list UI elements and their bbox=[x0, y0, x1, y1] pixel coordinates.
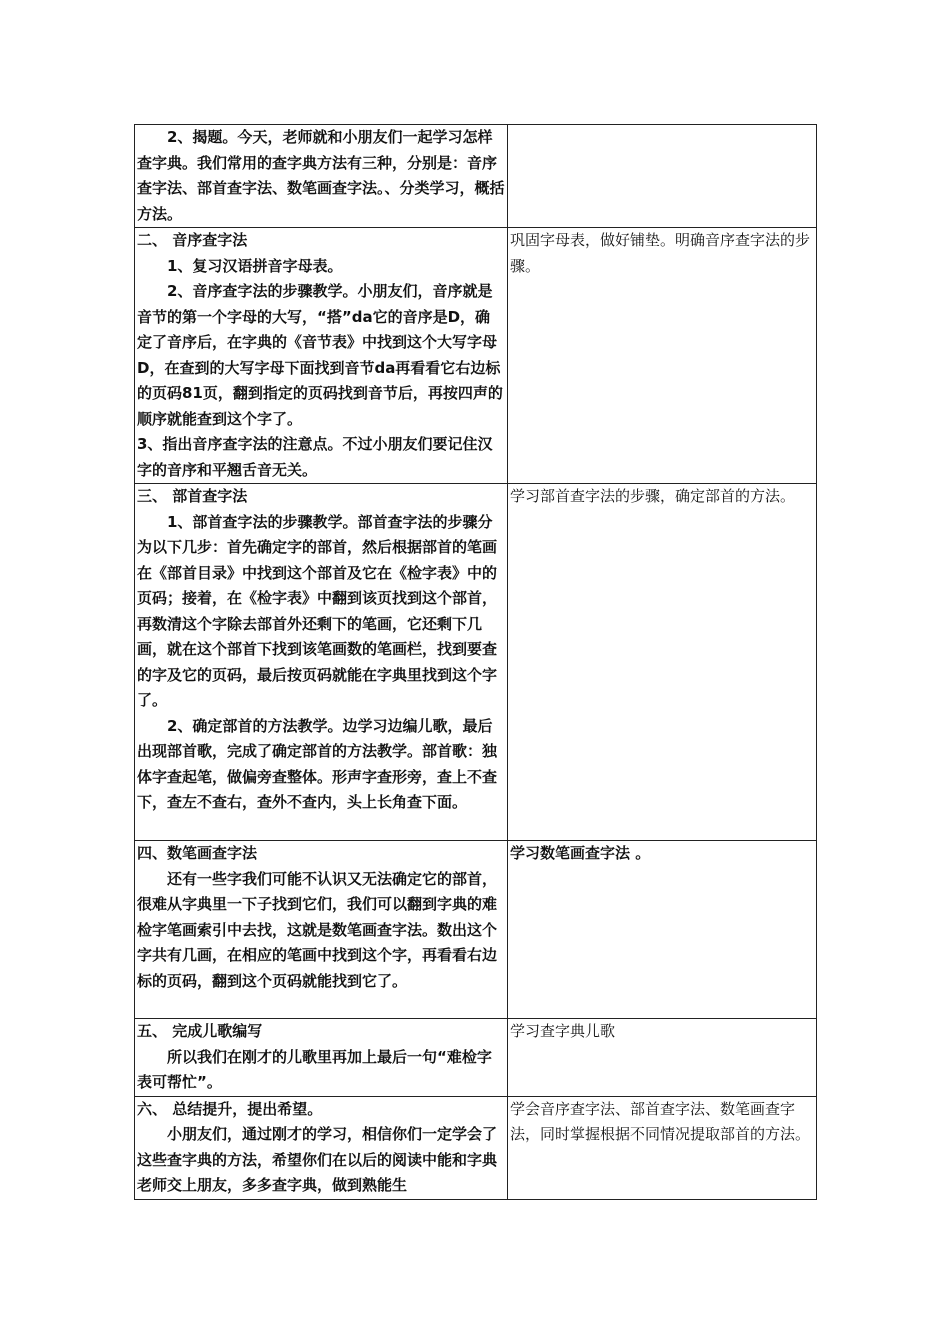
design-intent-cell bbox=[508, 125, 817, 228]
teaching-content-cell bbox=[135, 1096, 508, 1199]
table-row bbox=[135, 484, 817, 841]
section-heading: 三、 部首查字法 bbox=[137, 487, 248, 505]
teaching-content-cell bbox=[135, 228, 508, 484]
design-intent-cell: 学习查字典儿歌 bbox=[508, 1019, 817, 1097]
paragraph: 1、部首查字法的步骤教学。部首查字法的步骤分为以下几步：首先确定字的部首，然后根据部首的笔画在《部首目录》中找到这个部首及它在《检字表》中的页码；接着，在《检字表》中翻到该页找到这个部首，再数清这个字除去部首外还剩下的笔画，它还剩下几画，就在这个部首下找到该笔画数的笔画栏，找到要查的字及它的页码，最后按页码就能在字典里找到这个字了。 bbox=[137, 512, 498, 709]
paragraph: 2、揭题。今天，老师就和小朋友们一起学习怎样查字典。我们常用的查字典方法有三种，分别是：音序查字法、部首查字法、数笔画查字法。、分类学习，概括方法。 bbox=[137, 128, 505, 223]
table-row bbox=[135, 228, 817, 484]
teaching-content-cell bbox=[135, 484, 508, 841]
paragraph: 2、确定部首的方法教学。边学习边编儿歌，最后出现部首歌，完成了确定部首的方法教学。部首歌：独体字查起笔，做偏旁查整体。形声字查形旁，查上不查下，查左不查右，查外不查内，头上长角查下面。 bbox=[137, 716, 498, 811]
paragraph: 1、复习汉语拼音字母表。 bbox=[167, 256, 343, 275]
lesson-plan-table bbox=[134, 124, 817, 1200]
paragraph: 小朋友们，通过刚才的学习，相信你们一定学会了这些查字典的方法，希望你们在以后的阅读中能和字典老师交上朋友，多多查字典，做到熟能生 bbox=[137, 1125, 498, 1194]
design-intent-cell: 学会音序查字法、部首查字法、数笔画查字法，同时掌握根据不同情况提取部首的方法。 bbox=[508, 1096, 817, 1199]
design-intent-cell: 学习部首查字法的步骤，确定部首的方法。 bbox=[508, 484, 817, 841]
paragraph: 3、指出音序查字法的注意点。不过小朋友们要记住汉字的音序和平翘舌音无关。 bbox=[137, 435, 493, 479]
design-intent-cell: 巩固字母表，做好铺垫。明确音序查字法的步骤。 bbox=[508, 228, 817, 484]
teaching-content-cell bbox=[135, 841, 508, 1019]
table-row bbox=[135, 841, 817, 1019]
teaching-content-cell bbox=[135, 125, 508, 228]
paragraph: 2、音序查字法的步骤教学。小朋友们，音序就是音节的第一个字母的大写，“搭”da它的音序是D，确定了音序后，在字典的《音节表》中找到这个大写字母D，在查到的大写字母下面找到音节da再看看它右边标的页码81页，翻到指定的页码找到音节后，再按四声的顺序就能查到这个字了。 bbox=[137, 282, 503, 428]
section-heading: 二、 音序查字法 bbox=[137, 231, 248, 249]
table-row bbox=[135, 125, 817, 228]
paragraph: 所以我们在刚才的儿歌里再加上最后一句“难检字表可帮忙”。 bbox=[137, 1047, 492, 1091]
section-heading: 四、数笔画查字法 bbox=[137, 844, 258, 862]
table-row bbox=[135, 1096, 817, 1199]
section-heading: 六、 总结提升，提出希望。 bbox=[137, 1099, 323, 1118]
design-intent-cell: 学习数笔画查字法 。 bbox=[508, 841, 817, 1019]
table-row bbox=[135, 1019, 817, 1097]
section-heading: 五、 完成儿歌编写 bbox=[137, 1022, 263, 1040]
teaching-content-cell bbox=[135, 1019, 508, 1097]
paragraph: 还有一些字我们可能不认识又无法确定它的部首，很难从字典里一下子找到它们，我们可以翻到字典的难检字笔画索引中去找，这就是数笔画查字法。数出这个字共有几画，在相应的笔画中找到这个字，再看看右边标的页码，翻到这个页码就能找到它了。 bbox=[137, 869, 498, 990]
